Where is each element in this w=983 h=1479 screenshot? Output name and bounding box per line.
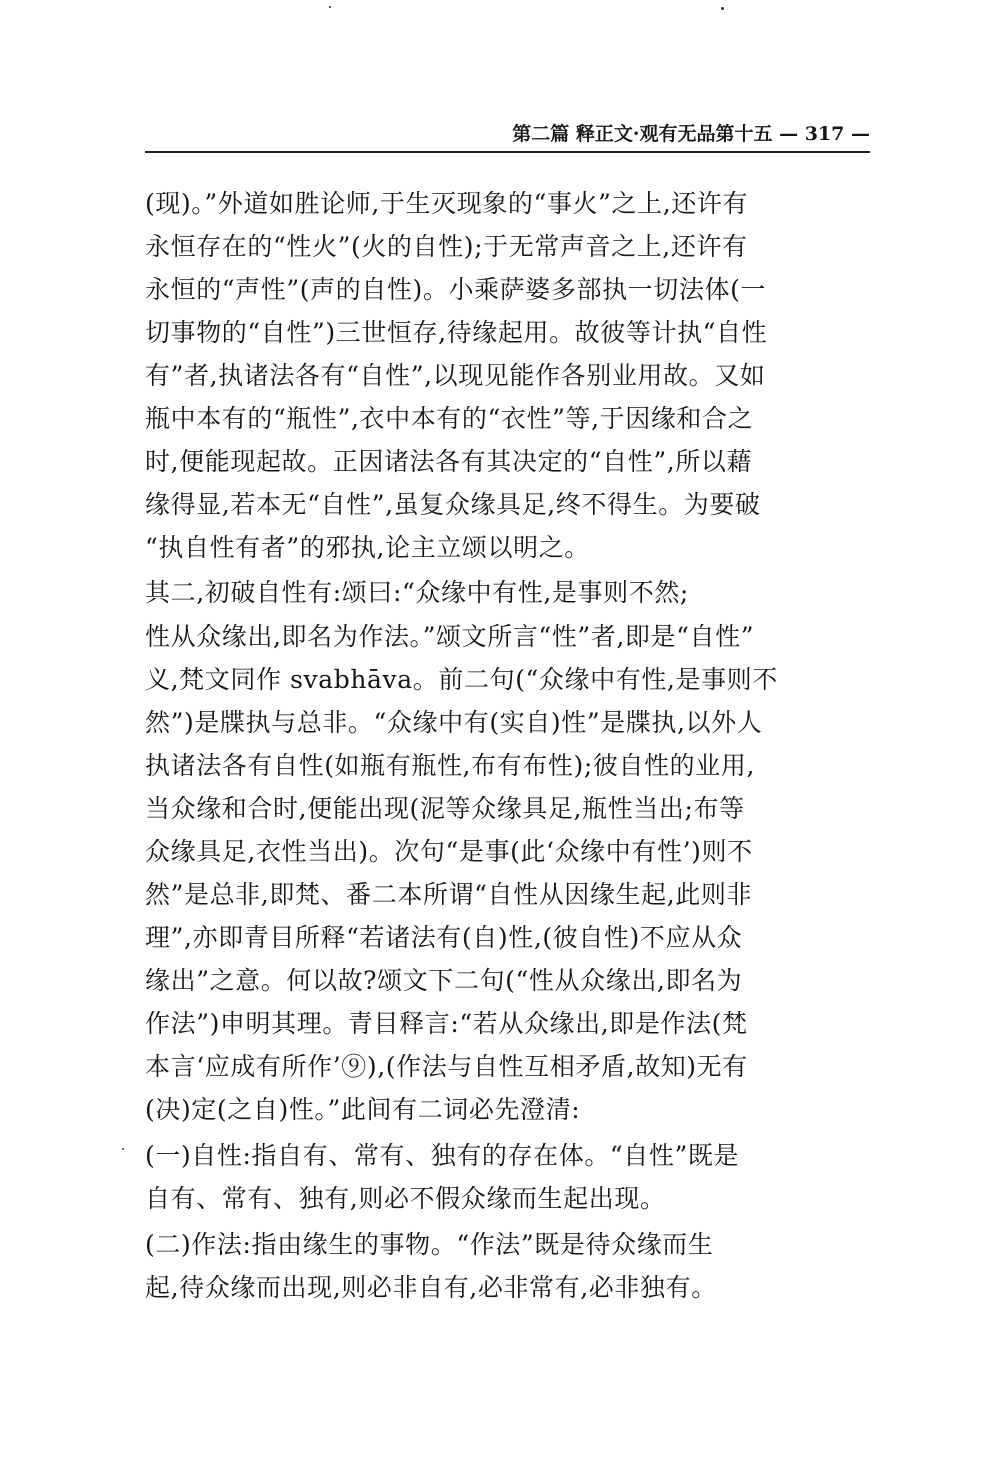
scan-speck	[122, 1148, 124, 1150]
text-line: 时,便能现起故。正因诸法各有其决定的“自性”,所以藉	[145, 447, 753, 476]
text-line: 众缘具足,衣性当出)。次句“是事(此‘众缘中有性’)则不	[145, 837, 753, 866]
text-line: (现)。”外道如胜论师,于生灭现象的“事火”之上,还许有	[145, 189, 749, 218]
text-line: 作法”)申明其理。青目释言:“若从众缘出,即是作法(梵	[145, 1009, 748, 1038]
text-line: 然”是总非,即梵、番二本所谓“自性从因缘生起,此则非	[145, 880, 753, 909]
text-line: 然”)是牒执与总非。“众缘中有(实自)性”是牒执,以外人	[145, 708, 763, 737]
text-line: 理”,亦即青目所释“若诸法有(自)性,(彼自性)不应从众	[145, 923, 743, 952]
text-line: (二)作法:指由缘生的事物。“作法”既是待众缘而生	[145, 1230, 714, 1259]
text-line: 性从众缘出,即名为作法。”颂文所言“性”者,即是“自性”	[145, 622, 755, 651]
text-line: 永恒的“声性”(声的自性)。小乘萨婆多部执一切法体(一	[145, 275, 767, 304]
text-line: 本言‘应成有所作’⑨),(作法与自性互相矛盾,故知)无有	[145, 1052, 748, 1081]
text-line: 永恒存在的“性火”(火的自性);于无常声音之上,还许有	[145, 232, 748, 261]
text-line: 义,梵文同作 svabhāva。前二句(“众缘中有性,是事则不	[145, 665, 778, 694]
scan-speck	[329, 6, 331, 8]
text-line: 缘出”之意。何以故?颂文下二句(“性从众缘出,即名为	[145, 966, 743, 995]
text-line: 自有、常有、独有,则必不假众缘而生起出现。	[145, 1184, 666, 1213]
text-line: “执自性有者”的邪执,论主立颂以明之。	[145, 533, 590, 562]
text-line: 切事物的“自性”)三世恒存,待缘起用。故彼等计执“自性	[145, 318, 768, 347]
text-line: (决)定(之自)性。”此间有二词必先澄清:	[145, 1095, 581, 1124]
text-line: (一)自性:指自有、常有、独有的存在体。“自性”既是	[145, 1141, 740, 1170]
scan-speck	[721, 7, 724, 10]
text-line: 瓶中本有的“瓶性”,衣中本有的“衣性”等,于因缘和合之	[145, 404, 754, 433]
text-line: 起,待众缘而出现,则必非自有,必非常有,必非独有。	[145, 1273, 717, 1302]
text-line: 缘得显,若本无“自性”,虽复众缘具足,终不得生。为要破	[145, 490, 761, 519]
text-line: 当众缘和合时,便能出现(泥等众缘具足,瓶性当出;布等	[145, 794, 745, 823]
text-line: 执诸法各有自性(如瓶有瓶性,布有布性);彼自性的业用,	[145, 751, 756, 780]
running-header: 第二篇 释正文·观有无品第十五 — 317 —	[512, 123, 870, 145]
text-line: 其二,初破自性有:颂曰:“众缘中有性,是事则不然;	[145, 578, 689, 607]
text-line: 有”者,执诸法各有“自性”,以现见能作各别业用故。又如	[145, 361, 766, 390]
header-rule	[145, 151, 870, 153]
